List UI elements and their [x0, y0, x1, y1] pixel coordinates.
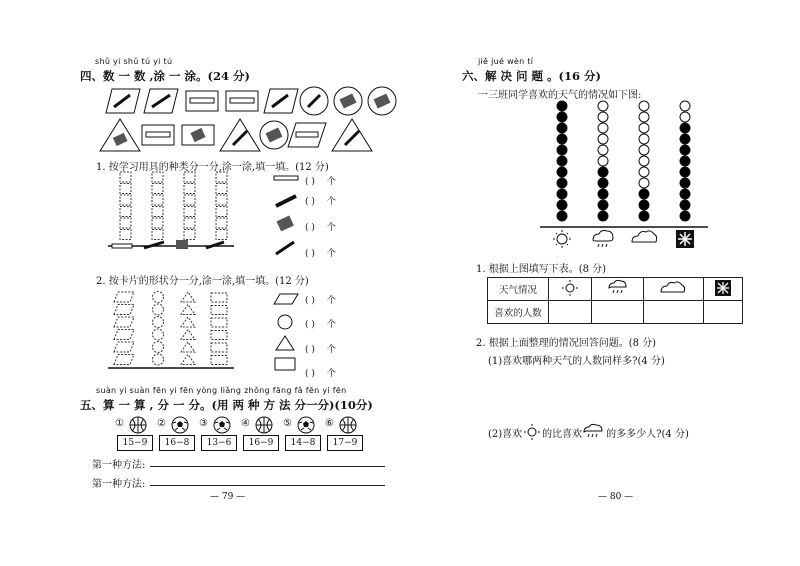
question-2-text: 2. 按卡片的形状分一分,涂一涂,填一填。(12 分) — [96, 276, 309, 287]
dashed-cell — [216, 218, 227, 228]
basketball-icon — [339, 416, 357, 434]
dashed-circle — [153, 317, 164, 328]
ball-number: ② — [157, 418, 166, 429]
filled-bead — [680, 123, 690, 133]
weather-table — [487, 277, 743, 324]
basketball-icon — [129, 416, 147, 434]
dashed-rectangle — [211, 306, 227, 315]
unit-ge: 个 — [326, 223, 336, 233]
dashed-cell — [120, 230, 131, 240]
unit-ge: 个 — [326, 197, 336, 207]
question-2-title: 2. 根据上面整理的情况回答问题。(8 分) — [476, 338, 657, 349]
filled-bead — [680, 178, 690, 188]
filled-bead — [557, 112, 567, 122]
ball-expression: 16−9 — [243, 435, 279, 451]
dashed-cell — [216, 184, 227, 194]
count-cell-sun[interactable] — [549, 301, 592, 324]
empty-bead — [598, 145, 608, 155]
count-cell-cloud[interactable] — [643, 301, 703, 324]
dashed-circle — [153, 342, 164, 353]
snowflake-icon — [676, 230, 694, 248]
table-sun-cell — [549, 278, 592, 301]
filled-bead — [557, 178, 567, 188]
dashed-cell — [152, 218, 163, 228]
blank-paren[interactable]: ( ) — [305, 223, 315, 233]
dashed-rectangle — [211, 331, 227, 340]
unit-ge: 个 — [326, 320, 336, 330]
pencil-icon — [276, 196, 296, 206]
dashed-circle — [153, 304, 164, 315]
dashed-triangle — [181, 317, 195, 327]
table-header-count: 喜欢的人数 — [488, 301, 549, 324]
ruler-icon — [274, 176, 298, 180]
empty-bead — [639, 123, 649, 133]
dashed-cell — [152, 184, 163, 194]
count-cell-snow[interactable] — [703, 301, 742, 324]
method-1-label: 第一种方法: — [92, 460, 146, 471]
table-rain-cell — [592, 278, 644, 301]
dashed-cell — [184, 230, 195, 240]
shape-tally-grid — [108, 290, 238, 374]
rectangle-eraser-card — [182, 125, 214, 145]
dashed-cell — [120, 207, 131, 217]
empty-bead — [598, 123, 608, 133]
question-2-2 — [488, 424, 689, 440]
filled-bead — [557, 145, 567, 155]
dashed-cell — [152, 207, 163, 217]
dashed-parallelogram — [114, 317, 134, 327]
q2-2-part-a: (2)喜欢 — [488, 428, 523, 440]
method-2-label: 第一种方法: — [92, 479, 146, 490]
filled-bead — [680, 156, 690, 166]
circle-pencil-card — [300, 87, 328, 115]
section4-heading: 四、数 一 数 ,涂 一 涂。(24 分) — [80, 69, 250, 83]
dashed-cell — [184, 172, 195, 182]
filled-bead — [598, 178, 608, 188]
dashed-cell — [152, 230, 163, 240]
q1-item-icons — [272, 172, 302, 258]
circle-icon — [278, 315, 292, 329]
ball-number: ③ — [199, 418, 208, 429]
dashed-cell — [152, 172, 163, 182]
count-cell-rain[interactable] — [592, 301, 644, 324]
eraser-icon — [176, 240, 188, 249]
question-1-text: 1. 按学习用具的种类分一分,涂一涂,填一填。(12 分) — [96, 162, 329, 173]
filled-bead — [639, 189, 649, 199]
filled-bead — [557, 189, 567, 199]
method-2-answer-line[interactable] — [150, 485, 385, 486]
ball-number: ④ — [241, 418, 250, 429]
blank-paren[interactable]: ( ) — [305, 249, 315, 259]
weather-bead-chart — [540, 100, 710, 250]
dashed-parallelogram — [114, 292, 134, 302]
dashed-rectangle — [211, 343, 227, 352]
table-snow-cell — [703, 278, 742, 301]
dashed-triangle — [181, 305, 195, 315]
dashed-triangle — [181, 355, 195, 365]
empty-bead — [598, 112, 608, 122]
q2-2-part-c: 的多多少人?(4 分) — [606, 428, 689, 440]
filled-bead — [680, 145, 690, 155]
filled-bead — [557, 134, 567, 144]
soccer-ball-icon — [297, 416, 315, 434]
filled-bead — [598, 167, 608, 177]
section6-pinyin: jiě jué wèn tí — [478, 57, 534, 66]
rain-cloud-icon — [593, 230, 613, 247]
dashed-cell — [216, 230, 227, 240]
filled-bead — [680, 211, 690, 221]
dashed-rectangle — [211, 318, 227, 327]
rectangle-ruler-card-3 — [142, 125, 174, 145]
triangle-pen-card — [332, 119, 372, 151]
unit-ge: 个 — [326, 296, 336, 306]
empty-bead — [639, 134, 649, 144]
parallelogram-pen-card — [106, 89, 140, 113]
dashed-cell — [184, 184, 195, 194]
filled-bead — [598, 211, 608, 221]
triangle-eraser-card — [100, 119, 140, 151]
balls-row — [115, 416, 365, 454]
eraser-icon — [277, 216, 294, 232]
section5-pinyin: suàn yi suàn fēn yi fēn yòng liǎng zhǒng fāng fǎ fēn yi fēn — [96, 386, 347, 395]
dashed-cell — [216, 195, 227, 205]
sun-icon — [553, 230, 571, 248]
page-number-right: — 80 — — [598, 492, 634, 502]
dashed-parallelogram — [114, 342, 134, 352]
triangle-icon — [276, 336, 294, 350]
filled-bead — [639, 211, 649, 221]
ball-number: ① — [115, 418, 124, 429]
circle-eraser-card-2 — [368, 87, 396, 115]
triangle-pencil-card — [220, 119, 260, 151]
ball-expression: 17−9 — [327, 435, 363, 451]
ball-expression: 14−8 — [285, 435, 321, 451]
dashed-cell — [120, 172, 131, 182]
chart-intro: 一三班同学喜欢的天气的情况如下图: — [478, 90, 642, 101]
dashed-triangle — [181, 292, 195, 302]
empty-bead — [639, 145, 649, 155]
sun-icon — [522, 424, 542, 440]
dashed-triangle — [181, 342, 195, 352]
pen-icon — [276, 242, 294, 254]
unit-ge: 个 — [326, 249, 336, 259]
ruler-icon — [112, 244, 132, 248]
filled-bead — [680, 134, 690, 144]
blank-paren[interactable]: ( ) — [305, 177, 315, 187]
dashed-cell — [120, 218, 131, 228]
table-header-weather: 天气情况 — [488, 278, 549, 301]
dashed-cell — [120, 184, 131, 194]
dashed-rectangle — [211, 356, 227, 365]
dashed-circle — [153, 354, 164, 365]
empty-bead — [598, 101, 608, 111]
empty-bead — [639, 101, 649, 111]
method-1-answer-line[interactable] — [150, 466, 385, 467]
pen-icon — [206, 242, 224, 248]
circle-eraser-card-3 — [260, 121, 288, 149]
stationery-shape-cards — [90, 85, 380, 153]
dashed-cell — [152, 195, 163, 205]
filled-bead — [680, 167, 690, 177]
empty-bead — [598, 134, 608, 144]
rectangle-ruler-card — [186, 91, 218, 111]
unit-ge: 个 — [326, 177, 336, 187]
dashed-cell — [120, 195, 131, 205]
dashed-cell — [184, 218, 195, 228]
ball-expression: 16−8 — [159, 435, 195, 451]
filled-bead — [680, 200, 690, 210]
soccer-ball-icon — [213, 416, 231, 434]
empty-bead — [639, 112, 649, 122]
rectangle-icon — [275, 358, 295, 370]
stationery-tally-grid — [108, 170, 238, 250]
filled-bead — [680, 189, 690, 199]
blank-paren[interactable]: ( ) — [305, 320, 315, 330]
ball-expression: 13−6 — [201, 435, 237, 451]
rain-cloud-icon — [582, 424, 606, 440]
section4-pinyin: shǔ yi shǔ tú yi tú — [95, 57, 173, 66]
blank-paren[interactable]: ( ) — [305, 197, 315, 207]
table-cloud-cell — [643, 278, 703, 301]
blank-paren[interactable]: ( ) — [305, 369, 315, 379]
empty-bead — [680, 101, 690, 111]
dashed-cell — [184, 195, 195, 205]
rectangle-ruler-card-2 — [226, 91, 258, 111]
empty-bead — [639, 178, 649, 188]
section5-heading: 五、算 一 算 , 分 一 分。(用 两 种 方 法 分一分)(10分) — [80, 398, 373, 412]
empty-bead — [680, 112, 690, 122]
dashed-parallelogram — [114, 305, 134, 315]
dashed-rectangle — [211, 293, 227, 302]
filled-bead — [557, 123, 567, 133]
blank-paren[interactable]: ( ) — [305, 345, 315, 355]
dashed-circle — [153, 329, 164, 340]
parallelogram-pen-card-2 — [264, 89, 298, 113]
ball-number: ⑥ — [325, 418, 334, 429]
filled-bead — [598, 189, 608, 199]
filled-bead — [639, 200, 649, 210]
q2-2-part-b: 的比喜欢 — [542, 428, 583, 440]
filled-bead — [557, 101, 567, 111]
table-question: 1. 根据上图填写下表。(8 分) — [476, 264, 607, 275]
q2-shape-icons — [272, 290, 302, 370]
filled-bead — [557, 211, 567, 221]
empty-bead — [598, 156, 608, 166]
circle-eraser-card — [334, 87, 362, 115]
soccer-ball-icon — [171, 416, 189, 434]
ball-number: ⑤ — [283, 418, 292, 429]
empty-bead — [639, 156, 649, 166]
ball-expression: 15−9 — [117, 435, 153, 451]
dashed-parallelogram — [114, 355, 134, 365]
parallelogram-ruler-card — [288, 123, 326, 147]
dashed-circle — [153, 292, 164, 303]
dashed-parallelogram — [114, 330, 134, 340]
question-2-1: (1)喜欢哪两种天气的人数同样多?(4 分) — [488, 356, 665, 367]
dashed-cell — [216, 207, 227, 217]
dashed-cell — [184, 207, 195, 217]
filled-bead — [557, 156, 567, 166]
basketball-icon — [255, 416, 273, 434]
filled-bead — [557, 167, 567, 177]
empty-bead — [639, 167, 649, 177]
dashed-cell — [216, 172, 227, 182]
filled-bead — [598, 200, 608, 210]
parallelogram-icon — [274, 294, 298, 304]
pencil-icon — [144, 242, 164, 248]
unit-ge: 个 — [326, 369, 336, 379]
filled-bead — [557, 200, 567, 210]
blank-paren[interactable]: ( ) — [305, 296, 315, 306]
page-number-left: — 79 — — [210, 492, 246, 502]
cloud-icon — [632, 231, 657, 242]
dashed-triangle — [181, 330, 195, 340]
parallelogram-pencil-card — [144, 89, 178, 113]
unit-ge: 个 — [326, 345, 336, 355]
section6-heading: 六、解 决 问 题 。(16 分) — [462, 69, 601, 83]
